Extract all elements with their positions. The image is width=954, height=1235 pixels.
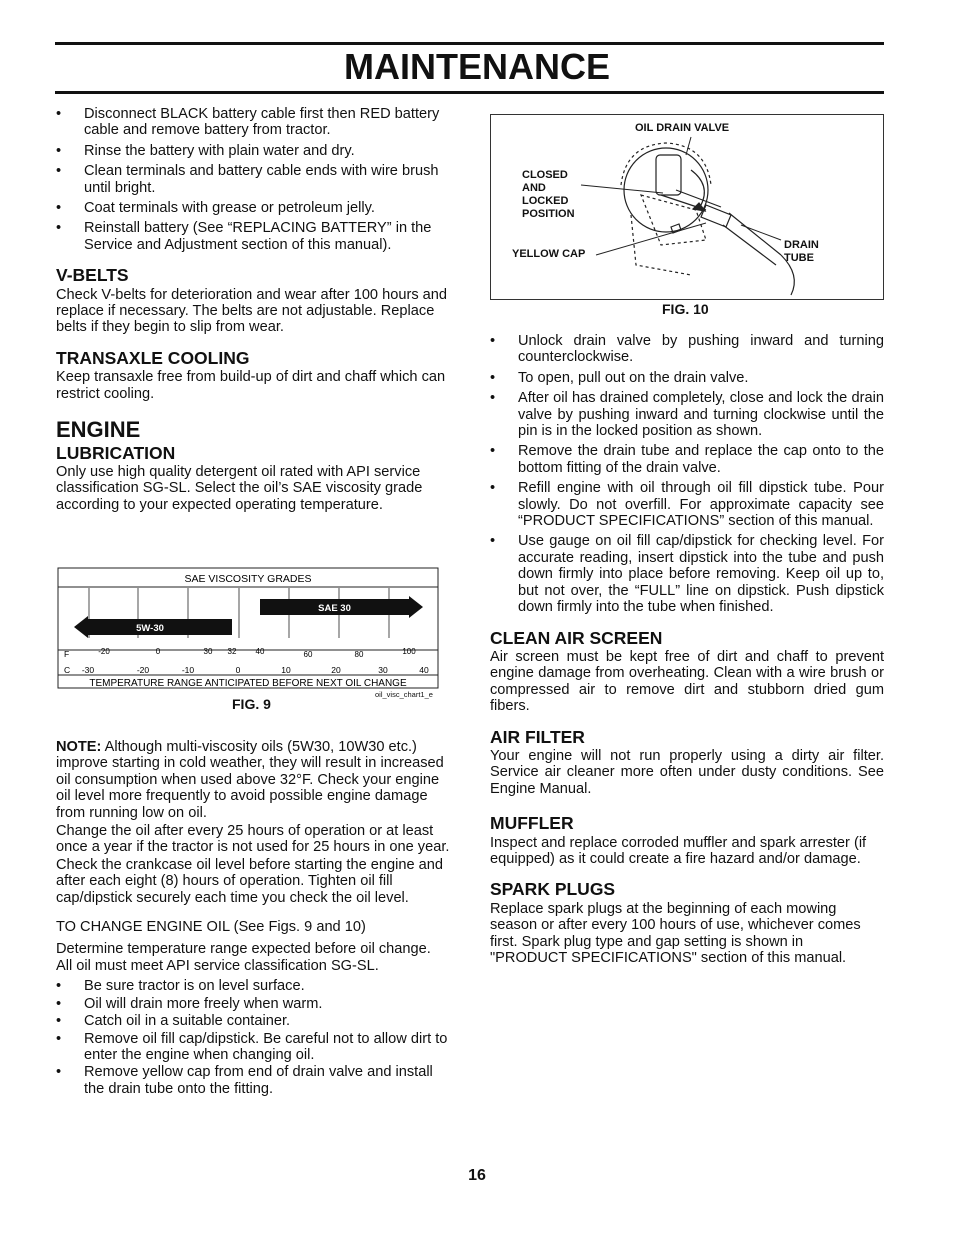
list-item: • Oil will drain more freely when warm. xyxy=(56,995,323,1012)
chart-c-tick: -10 xyxy=(181,665,195,675)
fig10-caption: FIG. 10 xyxy=(662,301,709,317)
list-item: • Be sure tractor is on level surface. xyxy=(56,978,305,995)
chart-f-tick: 100 xyxy=(402,647,416,656)
air-screen-heading: CLEAN AIR SCREEN xyxy=(490,627,663,648)
note-paragraph: NOTE: Although multi-viscosity oils (5W30, 10W30 etc.) improve starting in cold weather, they will result in increased oil consumption when used above 32°F. Check your engine oil level more frequently to avoid possible engine damage from running low on oil. xyxy=(56,739,444,821)
label-locked: LOCKED xyxy=(522,195,569,207)
page-number: 16 xyxy=(468,1167,486,1184)
chart-series-label: 5W-30 xyxy=(136,623,164,634)
chart-c-tick: -20 xyxy=(136,665,150,675)
list-item: • To open, pull out on the drain valve. xyxy=(490,369,749,386)
chart-series-label: SAE 30 xyxy=(318,603,351,614)
label-yellow-cap: YELLOW CAP xyxy=(512,248,586,260)
chart-f-tick: 80 xyxy=(354,650,364,659)
page-title: MAINTENANCE xyxy=(344,46,610,87)
chart-c-tick: 0 xyxy=(235,665,241,675)
chart-f-tick: 32 xyxy=(227,647,237,656)
change-oil-bullet-list xyxy=(56,978,450,1097)
list-item: • Reinstall battery (See “REPLACING BATTERY” in the Service and Adjustment section of this manual). xyxy=(56,220,432,253)
air-filter-text: Your engine will not run properly using a dirty air filter. Service air cleaner more often under dusty conditions. See Engine Manual. xyxy=(490,747,884,797)
list-item: • Coat terminals with grease or petroleum jelly. xyxy=(56,200,375,217)
air-screen-text: Air screen must be kept free of dirt and chaff to prevent engine damage from overheating. Clean with a wire brush or compressed air to remove dirt and stubborn dried gum fibers. xyxy=(490,648,884,715)
label-drain: DRAIN xyxy=(784,239,819,251)
list-item: • Disconnect BLACK battery cable first then RED battery cable and remove battery from tractor. xyxy=(56,106,440,139)
list-item: • Unlock drain valve by pushing inward and turning counterclockwise. xyxy=(490,333,884,366)
list-item: • Refill engine with oil through oil fill dipstick tube. Pour slowly. Do not overfill. For approximate capacity see “PRODUCT SPECIFICATIONS” section of this manual. xyxy=(490,480,884,530)
f-scale-label: F xyxy=(64,649,70,659)
vbelts-heading: V-BELTS xyxy=(56,265,129,286)
label-position: POSITION xyxy=(522,208,575,220)
label-and: AND xyxy=(522,182,546,194)
muffler-heading: MUFFLER xyxy=(490,813,574,834)
determine-text: Determine temperature range expected before oil change. All oil must meet API service classification SG-SL. xyxy=(56,941,431,974)
right-column xyxy=(490,333,884,966)
chart-f-tick: 60 xyxy=(303,650,313,659)
list-item: • Clean terminals and battery cable ends with wire brush until bright. xyxy=(56,163,439,196)
chart-c-tick: 30 xyxy=(378,665,388,675)
check-text: Check the crankcase oil level before starting the engine and after each eight (8) hours of operation. Tighten oil fill cap/dipstick securely each time you check the oil level. xyxy=(56,856,443,906)
left-lower-column xyxy=(56,739,450,1098)
chart-f-tick: 30 xyxy=(203,647,213,656)
air-filter-heading: AIR FILTER xyxy=(490,726,585,747)
lubrication-text: Only use high quality detergent oil rated with API service classification SG-SL. Select the oil’s SAE viscosity grade according to your expected operating temperature. xyxy=(56,463,423,513)
list-item: • Catch oil in a suitable container. xyxy=(56,1013,291,1030)
list-item: • Remove yellow cap from end of drain valve and install the drain tube onto the fitting. xyxy=(56,1064,433,1097)
chart-c-tick: 20 xyxy=(331,665,341,675)
lubrication-heading: LUBRICATION xyxy=(56,442,176,463)
list-item: • After oil has drained completely, close and lock the drain valve by pushing inward and turning clockwise until the pin is in the locked position as shown. xyxy=(490,390,884,440)
chart-c-tick: 40 xyxy=(419,665,429,675)
list-item: • Remove the drain tube and replace the cap onto to the bottom fitting of the drain valve. xyxy=(490,443,884,476)
fig9-caption: FIG. 9 xyxy=(232,696,271,712)
left-column xyxy=(56,106,450,513)
muffler-text: Inspect and replace corroded muffler and spark arrester (if equipped) as it could create a fire hazard and/or damage. xyxy=(490,834,867,867)
chart-f-tick: -20 xyxy=(98,647,110,656)
chart-f-tick: 0 xyxy=(155,647,161,656)
chart-title: SAE VISCOSITY GRADES xyxy=(184,573,312,585)
label-tube: TUBE xyxy=(784,252,814,264)
c-scale-label: C xyxy=(64,665,71,675)
spark-plugs-text: Replace spark plugs at the beginning of each mowing season or after every 100 hours of use, whichever comes first. Spark plug type and gap setting is shown in "PRODUCT SPECIFICATIONS" section of this manual. xyxy=(490,900,861,966)
label-closed: CLOSED xyxy=(522,169,568,181)
engine-heading: ENGINE xyxy=(56,417,141,443)
viscosity-chart xyxy=(56,566,442,708)
drain-leader xyxy=(741,225,781,240)
list-item: • Use gauge on oil fill cap/dipstick for checking level. For accurate reading, insert dipstick into the tube and push down firmly into place before removing. Keep oil up to, but not over, the “FULL” line on dipstick. Push dipstick down firmly into the tube when finished. xyxy=(490,533,884,616)
drain-valve-illustration xyxy=(491,115,883,299)
battery-bullet-list xyxy=(56,106,450,253)
valve-leader xyxy=(686,137,691,155)
vbelts-text: Check V-belts for deterioration and wear after 100 hours and replace if necessary. The belts are not adjustable. Replace belts if they begin to slip from wear. xyxy=(56,286,448,336)
chart-f-tick: 40 xyxy=(255,647,265,656)
chart-code: oil_visc_chart1_e xyxy=(375,690,433,699)
chart-c-tick: 10 xyxy=(281,665,291,675)
closed-leader xyxy=(581,185,663,193)
change-text: Change the oil after every 25 hours of operation or at least once a year if the tractor is not used for 25 hours in one year. xyxy=(56,823,450,856)
label-oil-drain-valve: OIL DRAIN VALVE xyxy=(635,122,730,134)
chart-xlabel: TEMPERATURE RANGE ANTICIPATED BEFORE NEXT OIL CHANGE xyxy=(89,678,407,689)
change-oil-heading: TO CHANGE ENGINE OIL (See Figs. 9 and 10) xyxy=(56,919,366,936)
fig10-box xyxy=(490,114,884,300)
spark-plugs-heading: SPARK PLUGS xyxy=(490,879,616,900)
list-item: • Rinse the battery with plain water and dry. xyxy=(56,142,355,159)
title-underline xyxy=(55,91,884,94)
top-rule xyxy=(55,42,884,45)
list-item: • Remove oil fill cap/dipstick. Be careful not to allow dirt to enter the engine when changing oil. xyxy=(56,1030,448,1063)
drain-bullet-list xyxy=(490,333,884,616)
transaxle-text: Keep transaxle free from build-up of dirt and chaff which can restrict cooling. xyxy=(56,369,446,402)
cap-leader xyxy=(596,223,706,255)
note-label: NOTE: xyxy=(56,739,102,755)
chart-c-tick: -30 xyxy=(81,665,95,675)
transaxle-heading: TRANSAXLE COOLING xyxy=(56,347,250,368)
